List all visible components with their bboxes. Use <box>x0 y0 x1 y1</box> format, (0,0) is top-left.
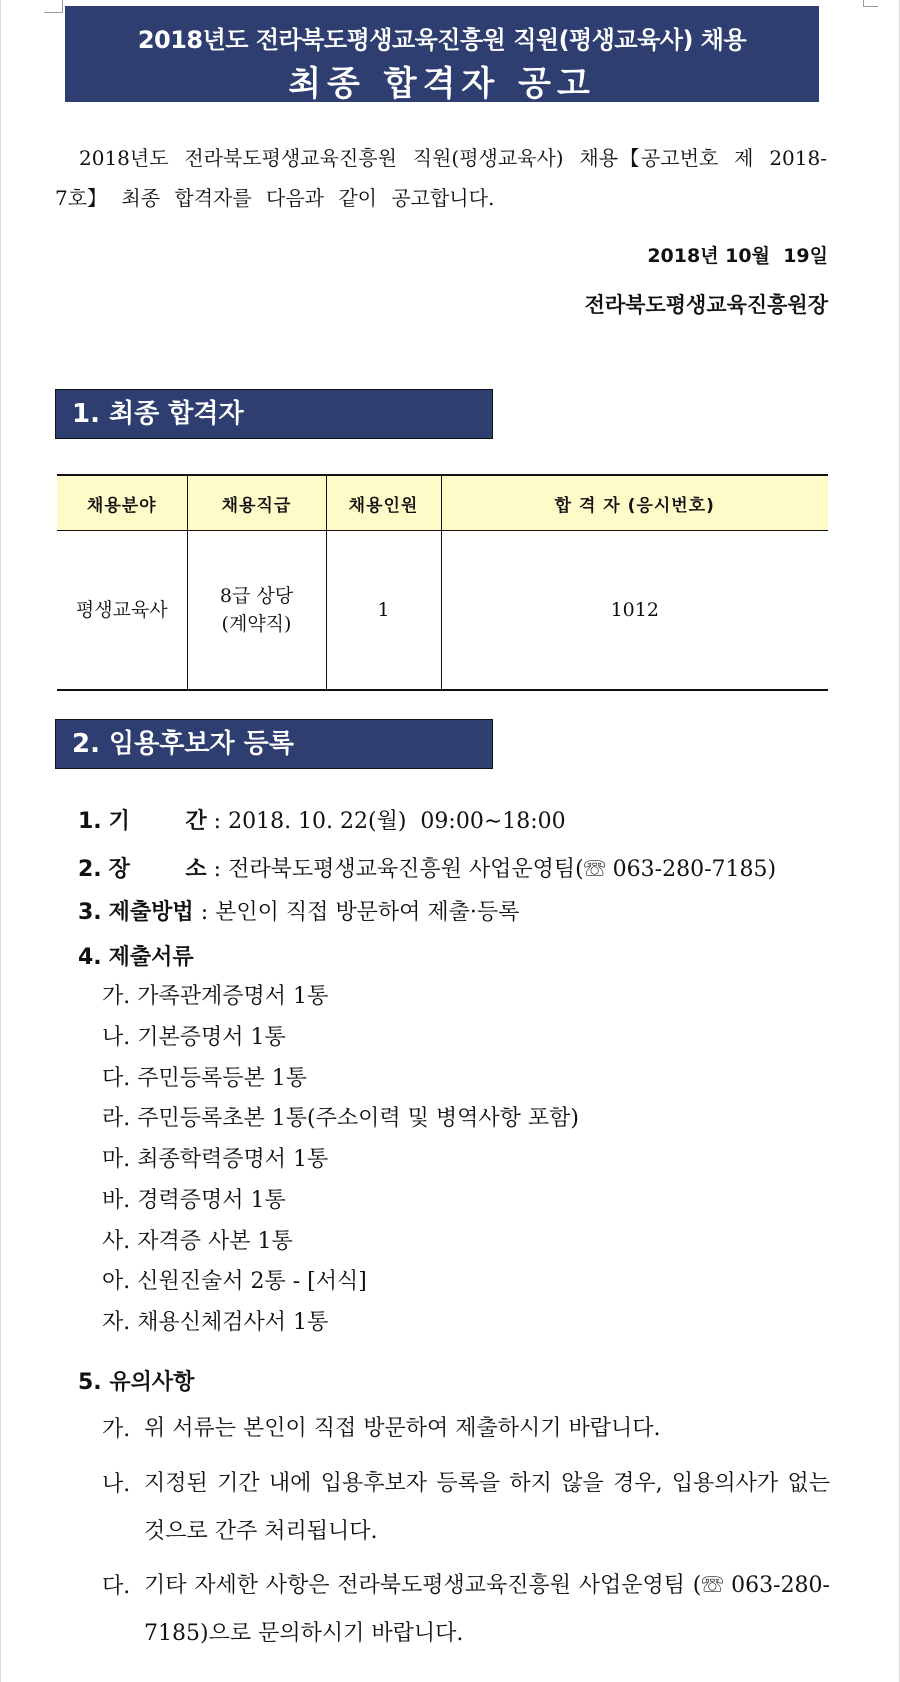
intro-paragraph: 2018년도 전라북도평생교육진흥원 직원(평생교육사) 채용【공고번호 제 2018-7호】 최종 합격자를 다음과 같이 공고합니다. <box>55 146 827 210</box>
col-header-successful: 합 격 자 (응시번호) <box>441 475 828 531</box>
col-header-grade: 채용직급 <box>187 475 326 531</box>
item-number: 4. <box>78 945 102 970</box>
item-label: 제출방법 <box>108 900 194 925</box>
submission-method <box>78 895 519 926</box>
cell-exam-number: 1012 <box>441 531 828 691</box>
note-item <box>102 1460 830 1556</box>
title-line-1: 2018년도 전라북도평생교육진흥원 직원(평생교육사) 채용 <box>137 26 747 54</box>
cell-field: 평생교육사 <box>57 531 187 691</box>
note-mark: 가. <box>102 1417 131 1442</box>
signer: 전라북도평생교육진흥원장 <box>584 293 828 317</box>
note-text: 기타 자세한 사항은 전라북도평생교육진흥원 사업운영팀 (☏ 063-280-7185)으로 문의하시기 바랍니다. <box>144 1573 830 1646</box>
list-item: 라. 주민등록초본 1통(주소이력 및 병역사항 포함) <box>102 1106 579 1131</box>
note-text: 위 서류는 본인이 직접 방문하여 제출하시기 바랍니다. <box>144 1416 661 1441</box>
list-item: 사. 자격증 사본 1통 <box>102 1229 293 1254</box>
list-item: 마. 최종학력증명서 1통 <box>102 1147 329 1172</box>
list-item: 아. 신원진술서 2통 - [서식] <box>102 1269 367 1294</box>
cell-count: 1 <box>326 531 441 691</box>
section-2-heading: 2. 임용후보자 등록 <box>55 719 493 769</box>
registration-place <box>78 852 776 883</box>
col-header-field: 채용분야 <box>57 475 187 531</box>
item-number: 2. <box>78 857 102 882</box>
col-header-count: 채용인원 <box>326 475 441 531</box>
crop-mark-left <box>44 0 63 13</box>
final-result-table <box>57 474 828 691</box>
table-row <box>57 531 828 691</box>
registration-period <box>78 804 566 835</box>
item-number: 3. <box>78 900 102 925</box>
note-item <box>102 1562 830 1658</box>
note-text: 지정된 기간 내에 입용후보자 등록을 하지 않을 경우, 입용의사가 없는 것으로 간주 처리됩니다. <box>144 1471 830 1544</box>
note-mark: 다. <box>102 1574 131 1599</box>
documents-heading <box>78 940 194 971</box>
item-value: : 전라북도평생교육진흥원 사업운영팀(☏ 063-280-7185) <box>213 857 777 882</box>
cell-grade-line1: 8급 상당 <box>219 585 294 607</box>
section-1-heading: 1. 최종 합격자 <box>55 389 493 439</box>
note-item <box>102 1405 830 1453</box>
title-line-2: 최종 합격자 공고 <box>288 64 596 104</box>
note-mark: 나. <box>102 1472 131 1497</box>
list-item: 바. 경력증명서 1통 <box>102 1188 286 1213</box>
item-value: : 본인이 직접 방문하여 제출·등록 <box>200 900 520 925</box>
crop-mark-right <box>863 0 878 7</box>
list-item: 나. 기본증명서 1통 <box>102 1025 286 1050</box>
page-edge-left <box>0 0 1 1682</box>
list-item: 가. 가족관계증명서 1통 <box>102 984 329 1009</box>
notes-heading: 5. 유의사항 <box>78 1370 195 1395</box>
list-item: 자. 채용신체검사서 1통 <box>102 1310 329 1335</box>
item-label: 기 간 <box>108 809 207 834</box>
item-number: 1. <box>78 809 102 834</box>
title-banner <box>65 6 819 102</box>
item-label: 장 소 <box>108 857 207 882</box>
item-value: : 2018. 10. 22(월) 09:00∼18:00 <box>213 809 566 834</box>
item-label: 제출서류 <box>108 945 194 970</box>
announcement-date: 2018년 10월 19일 <box>647 245 828 267</box>
list-item: 다. 주민등록등본 1통 <box>102 1066 307 1091</box>
cell-grade-line2: (계약직) <box>221 613 292 635</box>
table-header-row <box>57 475 828 531</box>
cell-grade <box>187 531 326 691</box>
